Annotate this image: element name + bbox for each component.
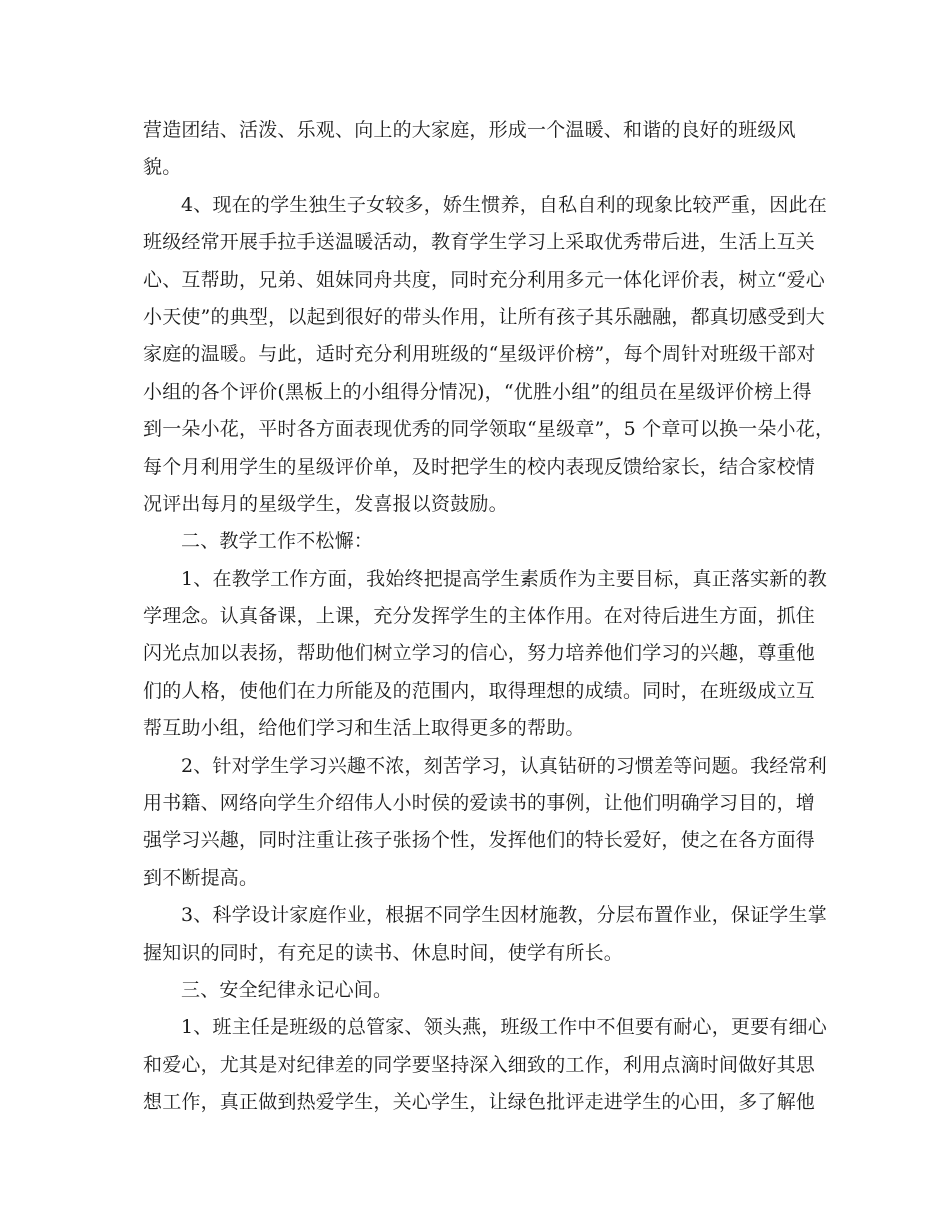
- paragraph-p-cont: [143, 112, 805, 187]
- paragraph-p2-2: [143, 748, 827, 898]
- paragraph-p2-1: [143, 561, 827, 748]
- text-line: 学理念。认真备课，上课，充分发挥学生的主体作用。在对待后进生方面，抓住: [143, 605, 816, 628]
- document-body: [143, 112, 835, 1122]
- paragraph-p2-3: [143, 897, 827, 972]
- paragraph-p4: [143, 187, 835, 524]
- text-line: 到一朵小花，平时各方面表现优秀的同学领取“星级章”，5 个章可以换一朵小花，: [143, 418, 835, 441]
- text-line: 三、安全纪律永记心间。: [181, 978, 393, 1001]
- text-line: 班级经常开展手拉手送温暖活动，教育学生学习上采取优秀带后进，生活上互关: [143, 231, 816, 254]
- text-line: 小天使”的典型，以起到很好的带头作用，让所有孩子其乐融融，都真切感受到大: [143, 305, 825, 328]
- text-line: 想工作，真正做到热爱学生，关心学生，让绿色批评走进学生的心田，多了解他: [143, 1091, 816, 1114]
- text-line: 二、教学工作不松懈：: [181, 530, 374, 553]
- text-line: 握知识的同时，有充足的读书、休息时间，使学有所长。: [143, 941, 624, 964]
- text-line: 家庭的温暖。与此，适时充分利用班级的“星级评价榜”，每个周针对班级干部对: [143, 343, 816, 366]
- text-line: 到不断提高。: [143, 866, 259, 889]
- paragraph-p3-1: [143, 1009, 827, 1121]
- text-line: 3、科学设计家庭作业，根据不同学生因材施教，分层布置作业，保证学生掌: [181, 904, 827, 927]
- text-line: 貌。: [143, 156, 182, 179]
- text-line: 况评出每月的星级学生，发喜报以资鼓励。: [143, 492, 508, 515]
- text-line: 4、现在的学生独生子女较多，娇生惯养，自私自利的现象比较严重，因此在: [181, 193, 827, 216]
- text-line: 1、在教学工作方面，我始终把提高学生素质作为主要目标，真正落实新的教: [181, 567, 827, 590]
- text-line: 强学习兴趣，同时注重让孩子张扬个性，发挥他们的特长爱好，使之在各方面得: [143, 829, 816, 852]
- paragraph-h3: [143, 972, 805, 1009]
- text-line: 用书籍、网络向学生介绍伟人小时侯的爱读书的事例，让他们明确学习目的，增: [143, 792, 816, 815]
- text-line: 闪光点加以表扬，帮助他们树立学习的信心，努力培养他们学习的兴趣，尊重他: [143, 642, 816, 665]
- text-line: 1、班主任是班级的总管家、领头燕，班级工作中不但要有耐心，更要有细心: [181, 1016, 827, 1039]
- paragraph-h2: [143, 523, 805, 560]
- text-line: 心、互帮助，兄弟、姐妹同舟共度，同时充分利用多元一体化评价表，树立“爱心: [143, 268, 825, 291]
- text-line: 们的人格，使他们在力所能及的范围内，取得理想的成绩。同时，在班级成立互: [143, 679, 816, 702]
- text-line: 帮互助小组，给他们学习和生活上取得更多的帮助。: [143, 717, 585, 740]
- text-line: 营造团结、活泼、乐观、向上的大家庭，形成一个温暖、和谐的良好的班级风: [143, 119, 796, 141]
- text-line: 每个月利用学生的星级评价单，及时把学生的校内表现反馈给家长，结合家校情: [143, 455, 816, 478]
- text-line: 和爱心，尤其是对纪律差的同学要坚持深入细致的工作，利用点滴时间做好其思: [143, 1053, 816, 1076]
- text-line: 小组的各个评价(黑板上的小组得分情况)，“优胜小组”的组员在星级评价榜上得: [143, 380, 812, 403]
- text-line: 2、针对学生学习兴趣不浓，刻苦学习，认真钻研的习惯差等问题。我经常利: [181, 754, 827, 777]
